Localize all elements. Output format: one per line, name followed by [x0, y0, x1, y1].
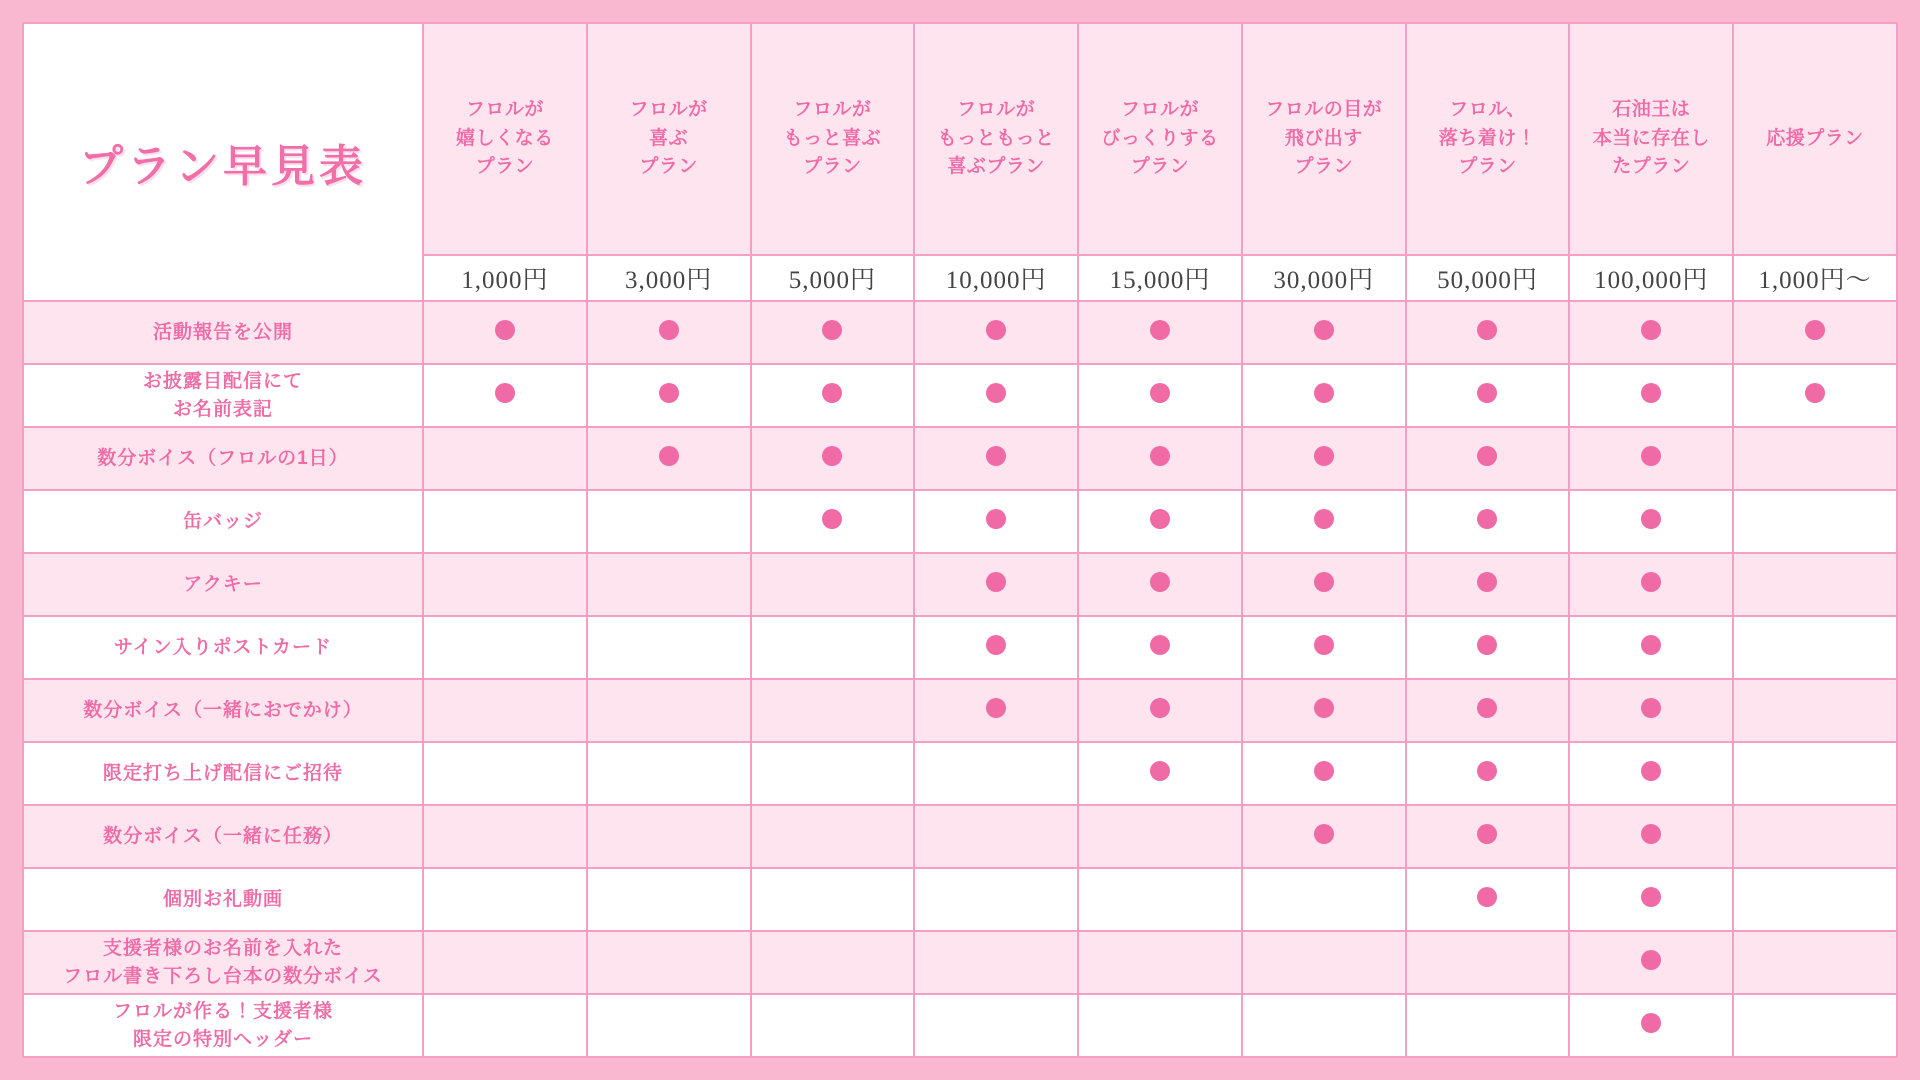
reward-mark-r4-c2 [587, 490, 751, 553]
reward-mark-r2-c5 [1078, 364, 1242, 427]
reward-mark-r9-c2 [587, 805, 751, 868]
reward-mark-r7-c2 [587, 679, 751, 742]
included-dot-icon [1477, 446, 1497, 466]
reward-mark-r3-c2 [587, 427, 751, 490]
reward-mark-r3-c8 [1569, 427, 1733, 490]
reward-mark-r3-c6 [1242, 427, 1406, 490]
reward-mark-r6-c4 [914, 616, 1078, 679]
included-dot-icon [1477, 509, 1497, 529]
reward-mark-r6-c2 [587, 616, 751, 679]
reward-mark-r5-c6 [1242, 553, 1406, 616]
reward-mark-r6-c7 [1406, 616, 1570, 679]
reward-mark-r12-c2 [587, 994, 751, 1057]
reward-mark-r5-c2 [587, 553, 751, 616]
reward-mark-r7-c5 [1078, 679, 1242, 742]
included-dot-icon [1314, 824, 1334, 844]
reward-mark-r2-c4 [914, 364, 1078, 427]
reward-mark-r7-c6 [1242, 679, 1406, 742]
reward-mark-r3-c4 [914, 427, 1078, 490]
table-row [23, 805, 1897, 868]
reward-mark-r1-c2 [587, 301, 751, 364]
included-dot-icon [1150, 698, 1170, 718]
included-dot-icon [986, 698, 1006, 718]
reward-mark-r12-c9 [1733, 994, 1897, 1057]
included-dot-icon [1150, 635, 1170, 655]
included-dot-icon [1477, 635, 1497, 655]
reward-mark-r4-c9 [1733, 490, 1897, 553]
page-title: プラン早見表 [79, 142, 367, 191]
reward-mark-r12-c7 [1406, 994, 1570, 1057]
included-dot-icon [659, 320, 679, 340]
reward-mark-r2-c6 [1242, 364, 1406, 427]
included-dot-icon [1150, 320, 1170, 340]
plan-price-1: 1,000円 [423, 255, 587, 301]
included-dot-icon [1477, 572, 1497, 592]
reward-mark-r9-c6 [1242, 805, 1406, 868]
reward-mark-r1-c7 [1406, 301, 1570, 364]
plan-price-5: 15,000円 [1078, 255, 1242, 301]
reward-mark-r8-c6 [1242, 742, 1406, 805]
plan-comparison-table [22, 22, 1898, 1058]
reward-mark-r10-c4 [914, 868, 1078, 931]
reward-mark-r8-c5 [1078, 742, 1242, 805]
reward-mark-r10-c1 [423, 868, 587, 931]
included-dot-icon [1477, 824, 1497, 844]
reward-mark-r4-c7 [1406, 490, 1570, 553]
reward-mark-r9-c9 [1733, 805, 1897, 868]
included-dot-icon [1314, 509, 1334, 529]
reward-mark-r8-c2 [587, 742, 751, 805]
included-dot-icon [1150, 446, 1170, 466]
reward-mark-r7-c7 [1406, 679, 1570, 742]
reward-mark-r3-c5 [1078, 427, 1242, 490]
table-row [23, 301, 1897, 364]
included-dot-icon [1477, 887, 1497, 907]
reward-label-7: 数分ボイス（一緒におでかけ） [23, 679, 423, 742]
reward-mark-r5-c1 [423, 553, 587, 616]
reward-mark-r5-c7 [1406, 553, 1570, 616]
reward-mark-r8-c9 [1733, 742, 1897, 805]
included-dot-icon [1314, 383, 1334, 403]
reward-mark-r12-c3 [751, 994, 915, 1057]
reward-mark-r1-c6 [1242, 301, 1406, 364]
plan-price-7: 50,000円 [1406, 255, 1570, 301]
page-title-cell [23, 23, 423, 301]
reward-mark-r5-c8 [1569, 553, 1733, 616]
reward-mark-r4-c6 [1242, 490, 1406, 553]
reward-label-8: 限定打ち上げ配信にご招待 [23, 742, 423, 805]
reward-label-9: 数分ボイス（一緒に任務） [23, 805, 423, 868]
reward-label-1: 活動報告を公開 [23, 301, 423, 364]
included-dot-icon [1314, 698, 1334, 718]
reward-mark-r6-c3 [751, 616, 915, 679]
plan-header-4: フロルが もっともっと 喜ぶプラン [914, 23, 1078, 255]
included-dot-icon [659, 383, 679, 403]
included-dot-icon [1641, 698, 1661, 718]
plan-price-6: 30,000円 [1242, 255, 1406, 301]
plan-price-8: 100,000円 [1569, 255, 1733, 301]
reward-mark-r11-c6 [1242, 931, 1406, 994]
reward-mark-r7-c1 [423, 679, 587, 742]
reward-mark-r11-c9 [1733, 931, 1897, 994]
reward-mark-r1-c8 [1569, 301, 1733, 364]
reward-mark-r2-c8 [1569, 364, 1733, 427]
reward-mark-r10-c7 [1406, 868, 1570, 931]
reward-label-10: 個別お礼動画 [23, 868, 423, 931]
reward-mark-r6-c9 [1733, 616, 1897, 679]
reward-mark-r4-c4 [914, 490, 1078, 553]
reward-mark-r4-c5 [1078, 490, 1242, 553]
included-dot-icon [1477, 761, 1497, 781]
reward-mark-r2-c1 [423, 364, 587, 427]
reward-mark-r9-c7 [1406, 805, 1570, 868]
reward-mark-r11-c4 [914, 931, 1078, 994]
included-dot-icon [986, 509, 1006, 529]
included-dot-icon [1150, 383, 1170, 403]
reward-mark-r3-c7 [1406, 427, 1570, 490]
reward-mark-r1-c4 [914, 301, 1078, 364]
reward-mark-r12-c6 [1242, 994, 1406, 1057]
table-row [23, 994, 1897, 1057]
included-dot-icon [495, 320, 515, 340]
reward-mark-r1-c1 [423, 301, 587, 364]
plan-price-2: 3,000円 [587, 255, 751, 301]
reward-mark-r4-c1 [423, 490, 587, 553]
reward-label-11: 支援者様のお名前を入れた フロル書き下ろし台本の数分ボイス [23, 931, 423, 994]
reward-mark-r7-c3 [751, 679, 915, 742]
reward-mark-r3-c1 [423, 427, 587, 490]
reward-mark-r10-c2 [587, 868, 751, 931]
reward-mark-r9-c3 [751, 805, 915, 868]
included-dot-icon [1314, 446, 1334, 466]
reward-mark-r10-c5 [1078, 868, 1242, 931]
included-dot-icon [986, 383, 1006, 403]
reward-mark-r1-c5 [1078, 301, 1242, 364]
reward-mark-r9-c4 [914, 805, 1078, 868]
reward-mark-r4-c3 [751, 490, 915, 553]
plan-header-9: 応援プラン [1733, 23, 1897, 255]
reward-mark-r8-c3 [751, 742, 915, 805]
included-dot-icon [1641, 887, 1661, 907]
plan-header-5: フロルが びっくりする プラン [1078, 23, 1242, 255]
reward-mark-r10-c8 [1569, 868, 1733, 931]
reward-mark-r5-c4 [914, 553, 1078, 616]
reward-mark-r12-c5 [1078, 994, 1242, 1057]
included-dot-icon [1641, 1013, 1661, 1033]
reward-mark-r7-c9 [1733, 679, 1897, 742]
reward-mark-r6-c8 [1569, 616, 1733, 679]
included-dot-icon [1150, 572, 1170, 592]
reward-mark-r8-c7 [1406, 742, 1570, 805]
reward-label-2: お披露目配信にて お名前表記 [23, 364, 423, 427]
table-row [23, 742, 1897, 805]
included-dot-icon [1150, 761, 1170, 781]
reward-mark-r6-c5 [1078, 616, 1242, 679]
reward-mark-r6-c1 [423, 616, 587, 679]
included-dot-icon [822, 446, 842, 466]
reward-mark-r4-c8 [1569, 490, 1733, 553]
reward-mark-r11-c2 [587, 931, 751, 994]
included-dot-icon [1641, 320, 1661, 340]
reward-mark-r9-c1 [423, 805, 587, 868]
plan-header-8: 石油王は 本当に存在し たプラン [1569, 23, 1733, 255]
included-dot-icon [1641, 446, 1661, 466]
reward-mark-r11-c3 [751, 931, 915, 994]
reward-mark-r6-c6 [1242, 616, 1406, 679]
reward-mark-r2-c3 [751, 364, 915, 427]
reward-mark-r8-c4 [914, 742, 1078, 805]
included-dot-icon [822, 383, 842, 403]
reward-mark-r10-c6 [1242, 868, 1406, 931]
included-dot-icon [659, 446, 679, 466]
header-row-plan-names [23, 23, 1897, 255]
included-dot-icon [1641, 572, 1661, 592]
reward-label-4: 缶バッジ [23, 490, 423, 553]
reward-mark-r3-c3 [751, 427, 915, 490]
reward-mark-r11-c7 [1406, 931, 1570, 994]
included-dot-icon [1314, 572, 1334, 592]
included-dot-icon [1641, 950, 1661, 970]
included-dot-icon [1150, 509, 1170, 529]
included-dot-icon [986, 320, 1006, 340]
table-row [23, 490, 1897, 553]
table-row [23, 931, 1897, 994]
included-dot-icon [1805, 320, 1825, 340]
table-row [23, 364, 1897, 427]
reward-mark-r5-c9 [1733, 553, 1897, 616]
reward-mark-r2-c7 [1406, 364, 1570, 427]
included-dot-icon [1477, 698, 1497, 718]
included-dot-icon [1641, 761, 1661, 781]
included-dot-icon [1641, 509, 1661, 529]
included-dot-icon [1641, 383, 1661, 403]
reward-mark-r2-c2 [587, 364, 751, 427]
plan-price-9: 1,000円〜 [1733, 255, 1897, 301]
plan-header-3: フロルが もっと喜ぶ プラン [751, 23, 915, 255]
reward-mark-r11-c8 [1569, 931, 1733, 994]
reward-mark-r1-c3 [751, 301, 915, 364]
table-row [23, 616, 1897, 679]
included-dot-icon [1641, 635, 1661, 655]
reward-mark-r5-c3 [751, 553, 915, 616]
reward-mark-r12-c8 [1569, 994, 1733, 1057]
included-dot-icon [986, 572, 1006, 592]
included-dot-icon [1805, 383, 1825, 403]
reward-mark-r2-c9 [1733, 364, 1897, 427]
included-dot-icon [1314, 635, 1334, 655]
included-dot-icon [822, 509, 842, 529]
plan-price-3: 5,000円 [751, 255, 915, 301]
plan-price-4: 10,000円 [914, 255, 1078, 301]
reward-mark-r11-c5 [1078, 931, 1242, 994]
reward-label-3: 数分ボイス（フロルの1日） [23, 427, 423, 490]
reward-mark-r5-c5 [1078, 553, 1242, 616]
reward-mark-r12-c1 [423, 994, 587, 1057]
included-dot-icon [986, 635, 1006, 655]
plan-header-7: フロル、 落ち着け！ プラン [1406, 23, 1570, 255]
plan-header-1: フロルが 嬉しくなる プラン [423, 23, 587, 255]
reward-mark-r9-c5 [1078, 805, 1242, 868]
table-row [23, 868, 1897, 931]
included-dot-icon [1477, 320, 1497, 340]
reward-mark-r10-c3 [751, 868, 915, 931]
table-row [23, 679, 1897, 742]
table-row [23, 427, 1897, 490]
reward-mark-r12-c4 [914, 994, 1078, 1057]
reward-mark-r1-c9 [1733, 301, 1897, 364]
plan-header-2: フロルが 喜ぶ プラン [587, 23, 751, 255]
included-dot-icon [1641, 824, 1661, 844]
reward-label-6: サイン入りポストカード [23, 616, 423, 679]
included-dot-icon [1477, 383, 1497, 403]
included-dot-icon [822, 320, 842, 340]
table-row [23, 553, 1897, 616]
reward-mark-r11-c1 [423, 931, 587, 994]
reward-mark-r7-c4 [914, 679, 1078, 742]
included-dot-icon [986, 446, 1006, 466]
table-body [23, 23, 1897, 1057]
included-dot-icon [1314, 761, 1334, 781]
reward-mark-r8-c1 [423, 742, 587, 805]
reward-mark-r7-c8 [1569, 679, 1733, 742]
reward-mark-r9-c8 [1569, 805, 1733, 868]
reward-mark-r3-c9 [1733, 427, 1897, 490]
reward-mark-r8-c8 [1569, 742, 1733, 805]
reward-mark-r10-c9 [1733, 868, 1897, 931]
included-dot-icon [495, 383, 515, 403]
plan-header-6: フロルの目が 飛び出す プラン [1242, 23, 1406, 255]
reward-label-12: フロルが作る！支援者様 限定の特別ヘッダー [23, 994, 423, 1057]
reward-label-5: アクキー [23, 553, 423, 616]
included-dot-icon [1314, 320, 1334, 340]
